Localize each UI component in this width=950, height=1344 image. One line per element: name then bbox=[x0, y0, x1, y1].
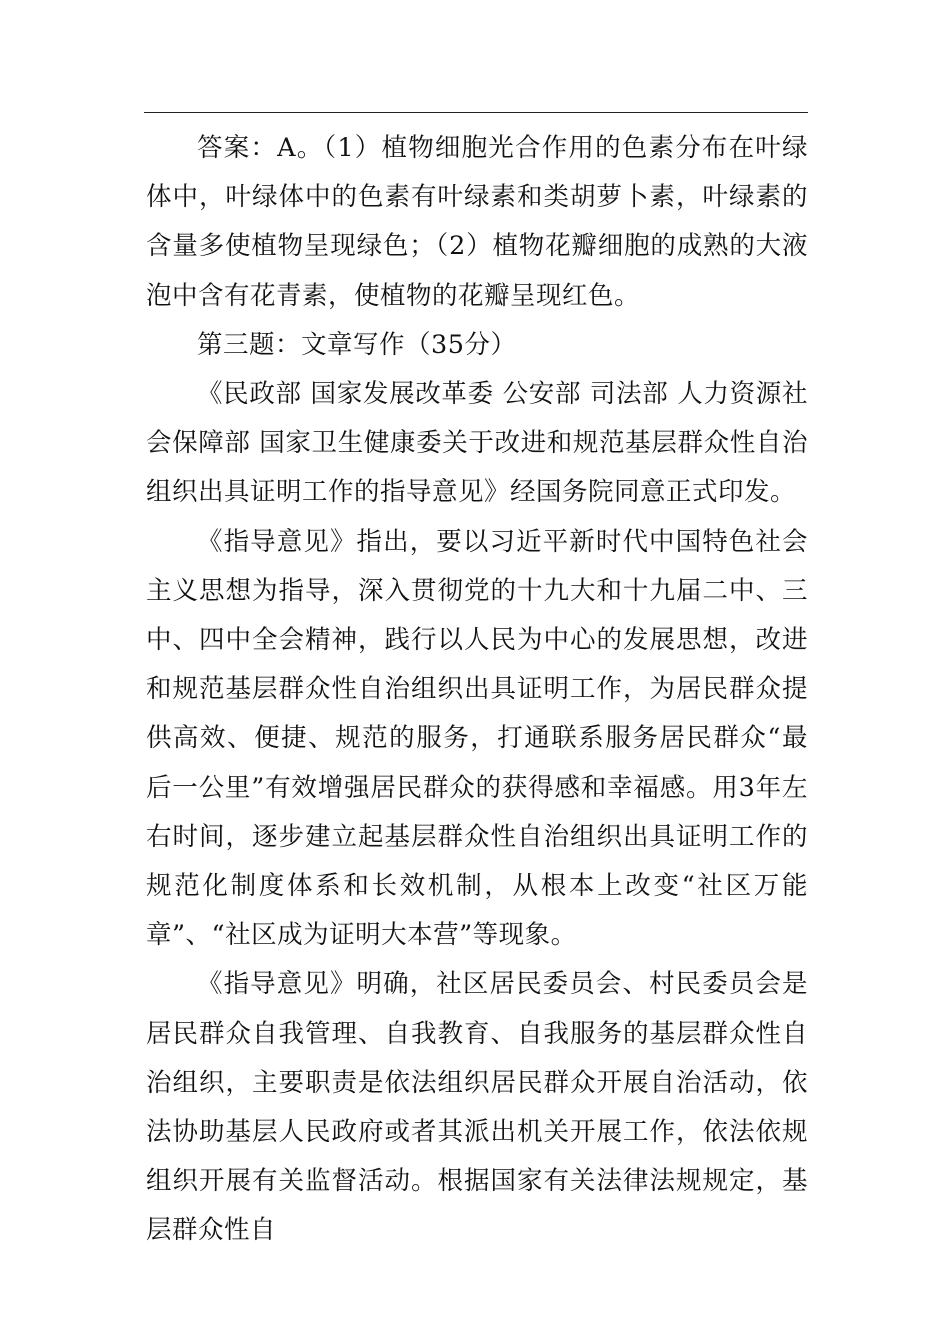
body-paragraph: 《指导意见》指出，要以习近平新时代中国特色社会主义思想为指导，深入贯彻党的十九大和十九届二中、三中、四中全会精神，践行以人民为中心的发展思想，改进和规范基层群众性自治组织出具证明工作，为居民群众提供高效、便捷、规范的服务，打通联系服务居民群众“最后一公里”有效增强居民群众的获得感和幸福感。用3年左右时间，逐步建立起基层群众性自治组织出具证明工作的规范化制度体系和长效机制，从根本上改变“社区万能章”、“社区成为证明大本营”等现象。 bbox=[146, 526, 808, 951]
document-body bbox=[146, 124, 808, 1256]
section-heading: 第三题：文章写作（35分） bbox=[197, 329, 517, 360]
header-rule bbox=[144, 112, 808, 113]
answer-paragraph: 答案：A。（1）植物细胞光合作用的色素分布在叶绿体中，叶绿体中的色素有叶绿素和类胡萝卜素，叶绿素的含量多使植物呈现绿色；（2）植物花瓣细胞的成熟的大液泡中含有花青素，使植物的花瓣呈现红色。 bbox=[146, 133, 808, 311]
body-paragraph: 《指导意见》明确，社区居民委员会、村民委员会是居民群众自我管理、自我教育、自我服务的基层群众性自治组织，主要职责是依法组织居民群众开展自治活动，依法协助基层人民政府或者其派出机关开展工作，依法依规组织开展有关监督活动。根据国家有关法律法规规定，基层群众性自 bbox=[146, 969, 808, 1246]
body-paragraph: 《民政部 国家发展改革委 公安部 司法部 人力资源社会保障部 国家卫生健康委关于改进和规范基层群众性自治组织出具证明工作的指导意见》经国务院同意正式印发。 bbox=[146, 379, 808, 508]
